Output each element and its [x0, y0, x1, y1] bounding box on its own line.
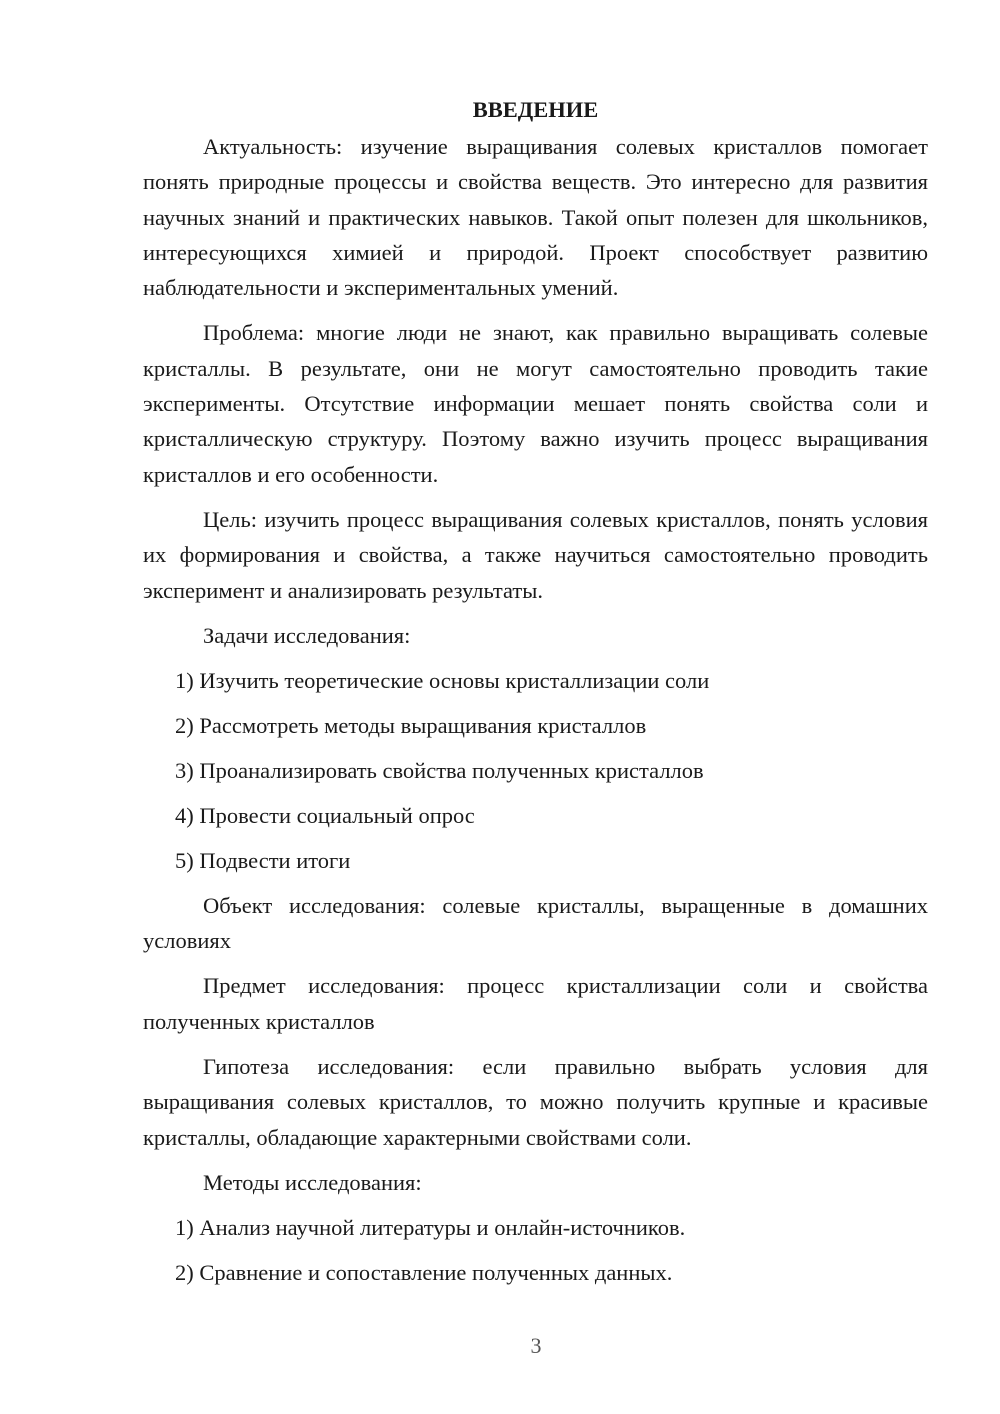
task-item: 4) Провести социальный опрос — [175, 802, 475, 828]
subject-paragraph: Предмет исследования: процесс кристаллизации соли и свойства полученных кристаллов — [143, 973, 928, 1034]
methods-heading: Методы исследования: — [203, 1169, 422, 1195]
relevance-paragraph: Актуальность: изучение выращивания солевых кристаллов помогает понять природные процессы и свойства веществ. Это интересно для развития научных знаний и практических навыков. Такой опыт полезен для школьников, интересующихся химией и природой. Проект способствует развитию наблюдательности и экспериментальных умений. — [143, 134, 928, 301]
task-item: 5) Подвести итоги — [175, 847, 351, 873]
tasks-list — [143, 663, 928, 878]
hypothesis-paragraph: Гипотеза исследования: если правильно выбрать условия для выращивания солевых кристаллов, то можно получить крупные и красивые кристаллы, обладающие характерными свойствами соли. — [143, 1054, 928, 1150]
goal-paragraph: Цель: изучить процесс выращивания солевых кристаллов, понять условия их формирования и свойства, а также научиться самостоятельно проводить эксперимент и анализировать результаты. — [143, 506, 928, 603]
task-item: 3) Проанализировать свойства полученных кристаллов — [175, 757, 704, 783]
problem-paragraph: Проблема: многие люди не знают, как правильно выращивать солевые кристаллы. В результате, они не могут самостоятельно проводить такие эксперименты. Отсутствие информации мешает понять свойства соли и кристаллическую структуру. Поэтому важно изучить процесс выращивания кристаллов и его особенности. — [143, 320, 928, 487]
method-item: 2) Сравнение и сопоставление полученных данных. — [175, 1259, 673, 1285]
method-item: 1) Анализ научной литературы и онлайн-источников. — [175, 1214, 686, 1240]
tasks-heading: Задачи исследования: — [203, 622, 411, 648]
object-paragraph: Объект исследования: солевые кристаллы, выращенные в домашних условиях — [143, 892, 928, 954]
section-heading: ВВЕДЕНИЕ — [472, 97, 599, 122]
page-number: 3 — [530, 1333, 542, 1358]
document-page — [143, 92, 928, 1300]
methods-list — [143, 1210, 928, 1290]
task-item: 1) Изучить теоретические основы кристаллизации соли — [175, 667, 710, 693]
task-item: 2) Рассмотреть методы выращивания кристаллов — [175, 712, 647, 738]
